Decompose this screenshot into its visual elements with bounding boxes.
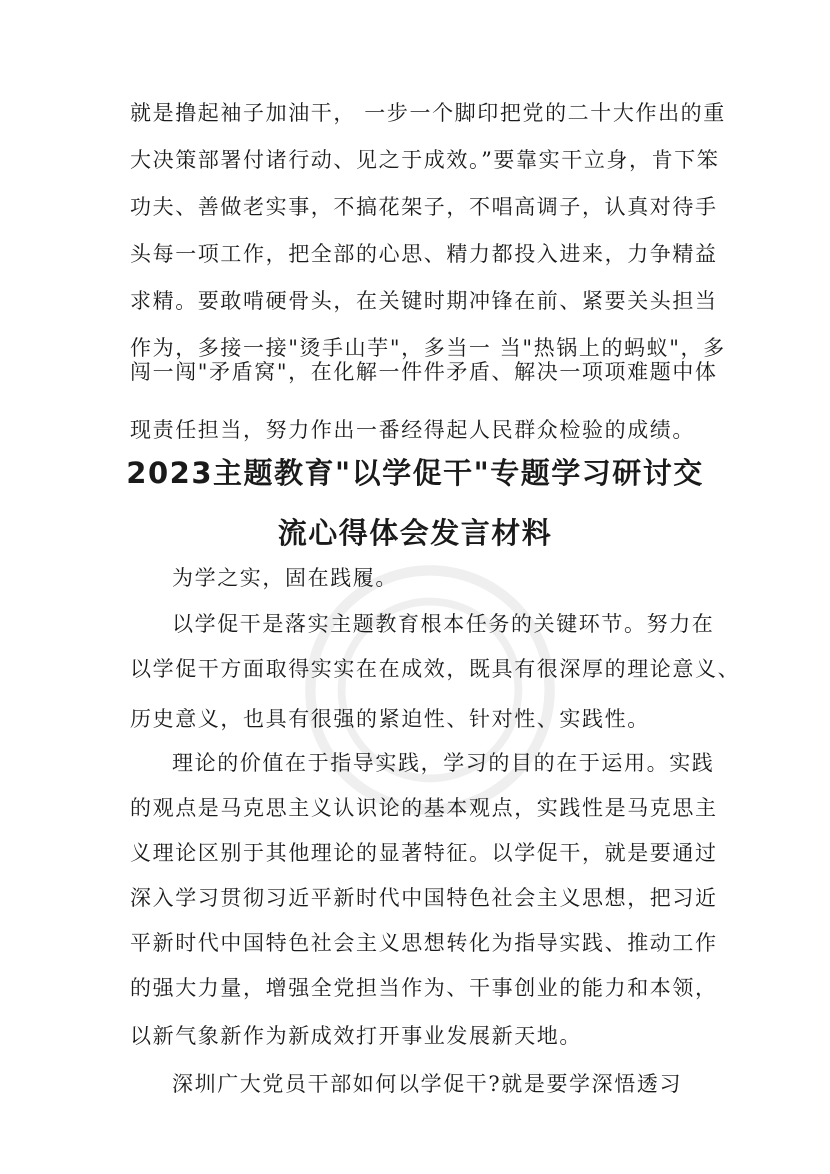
body-line: 历史意义，也具有很强的紧迫性、针对性、实践性。 <box>130 707 650 731</box>
document-title-line-1: 2023主题教育"以学促干"专题学习研讨交 <box>126 456 704 490</box>
body-line: 平新时代中国特色社会主义思想转化为指导实践、推动工作 <box>130 931 718 955</box>
body-line: 以新气象新作为新成效打开事业发展新天地。 <box>130 1024 582 1048</box>
body-line: 求精。要敢啃硬骨头，在关键时期冲锋在前、紧要关头担当 <box>130 289 718 313</box>
body-line: 的观点是马克思主义认识论的基本观点，实践性是马克思主 <box>130 796 718 820</box>
body-line: 大决策部署付诸行动、见之于成效。”要靠实干立身，肯下笨 <box>130 148 720 172</box>
body-line: 深圳广大党员干部如何以学促干?就是要学深悟透习 <box>172 1072 683 1096</box>
body-line: 作为，多接一接"烫手山芋"，多当一 当"热锅上的蚂蚁"，多 <box>130 336 726 360</box>
body-line: 头每一项工作，把全部的心思、精力都投入进来，力争精益 <box>130 242 718 266</box>
body-line: 为学之实，固在践履。 <box>172 566 398 590</box>
body-line: 理论的价值在于指导实践，学习的目的在于运用。实践 <box>172 751 715 775</box>
body-line: 功夫、善做老实事，不搞花架子，不唱高调子，认真对待手 <box>130 195 718 219</box>
body-line: 的强大力量，增强全党担当作为、干事创业的能力和本领， <box>130 976 718 1000</box>
body-line: 就是撸起袖子加油干， 一步一个脚印把党的二十大作出的重 <box>130 101 726 125</box>
body-line: 现责任担当，努力作出一番经得起人民群众检验的成绩。 <box>130 418 695 442</box>
body-line: 闯一闯"矛盾窝"，在化解一件件矛盾、解决一项项难题中体 <box>130 360 718 384</box>
body-line: 义理论区别于其他理论的显著特征。以学促干，就是要通过 <box>130 841 718 865</box>
body-line: 以学促干是落实主题教育根本任务的关键环节。努力在 <box>172 612 715 636</box>
document-title-line-2: 流心得体会发言材料 <box>277 516 553 550</box>
body-line: 深入学习贯彻习近平新时代中国特色社会主义思想，把习近 <box>130 886 718 910</box>
body-line: 以学促干方面取得实实在在成效，既具有很深厚的理论意义、 <box>130 657 741 681</box>
